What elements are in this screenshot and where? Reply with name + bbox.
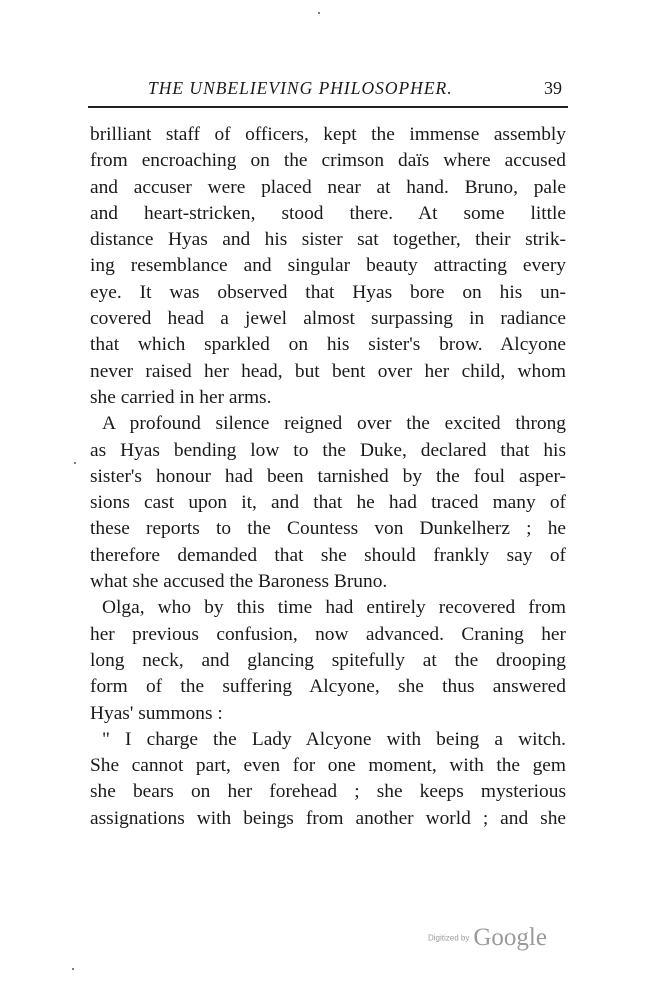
text-line: sions cast upon it, and that he had traced many of bbox=[90, 492, 566, 514]
page-header bbox=[88, 72, 566, 104]
text-line: long neck, and glancing spitefully at the drooping bbox=[90, 649, 566, 671]
body-text bbox=[90, 122, 566, 832]
text-line: form of the suffering Alcyone, she thus answered bbox=[90, 676, 566, 698]
text-line: ing resemblance and singular beauty attracting every bbox=[90, 255, 566, 277]
text-line: sister's honour had been tarnished by the foul asper- bbox=[90, 465, 566, 487]
text-line: Olga, who by this time had entirely recovered from bbox=[102, 597, 566, 619]
paper-speck bbox=[72, 968, 74, 970]
header-rule bbox=[88, 106, 568, 108]
watermark-brand: Google bbox=[473, 924, 547, 951]
text-line: these reports to the Countess von Dunkelherz ; he bbox=[90, 518, 566, 540]
text-line: assignations with beings from another world ; and she bbox=[90, 807, 566, 829]
watermark-prefix: Digitized by bbox=[428, 933, 470, 943]
text-line: A profound silence reigned over the excited throng bbox=[102, 413, 566, 435]
paper-speck bbox=[74, 462, 76, 464]
text-line: therefore demanded that she should frankly say of bbox=[90, 544, 566, 566]
text-line: from encroaching on the crimson daïs where accused bbox=[90, 150, 566, 172]
text-line: covered head a jewel almost surpassing in radiance bbox=[90, 308, 566, 330]
text-line: what she accused the Baroness Bruno. bbox=[90, 571, 388, 593]
text-line: her previous confusion, now advanced. Craning her bbox=[90, 623, 566, 645]
paper-speck bbox=[318, 12, 320, 14]
text-line: and heart-stricken, stood there. At some little bbox=[90, 202, 566, 224]
text-line: she carried in her arms. bbox=[90, 386, 272, 408]
text-line: Hyas' summons : bbox=[90, 702, 223, 724]
text-line: as Hyas bending low to the Duke, declared that his bbox=[90, 439, 566, 461]
text-line: never raised her head, but bent over her child, whom bbox=[90, 360, 566, 382]
text-line: distance Hyas and his sister sat together, their strik- bbox=[90, 229, 566, 251]
digitized-watermark bbox=[428, 924, 547, 952]
page-number: 39 bbox=[544, 78, 562, 98]
text-line: and accuser were placed near at hand. Bruno, pale bbox=[90, 176, 566, 198]
text-line: that which sparkled on his sister's brow. Alcyone bbox=[90, 334, 566, 356]
text-line: She cannot part, even for one moment, with the gem bbox=[90, 755, 566, 777]
text-line: " I charge the Lady Alcyone with being a witch. bbox=[102, 728, 566, 750]
running-title: THE UNBELIEVING PHILOSOPHER. bbox=[148, 78, 453, 98]
text-line: brilliant staff of officers, kept the immense assembly bbox=[90, 124, 566, 145]
text-line: eye. It was observed that Hyas bore on his un- bbox=[90, 281, 566, 303]
text-line: she bears on her forehead ; she keeps mysterious bbox=[90, 781, 566, 803]
